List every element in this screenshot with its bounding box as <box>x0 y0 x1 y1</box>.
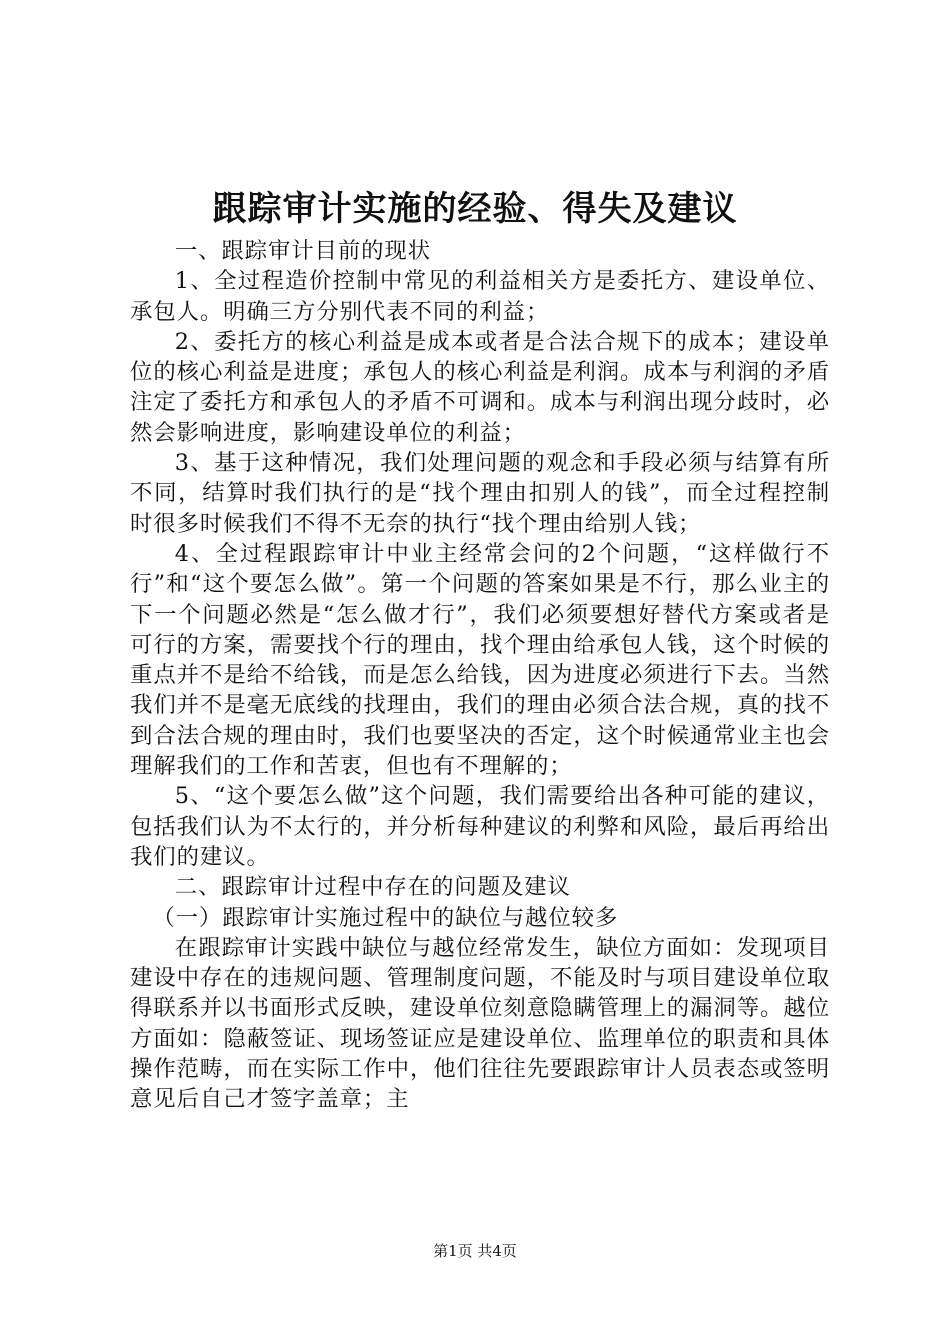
document-body <box>130 236 830 1115</box>
paragraph-item-2: 2、委托方的核心利益是成本或者是合法合规下的成本；建设单位的核心利益是进度；承包人的核心利益是利润。成本与利润的矛盾注定了委托方和承包人的矛盾不可调和。成本与利润出现分歧时，必然会影响进度，影响建设单位的利益； <box>130 328 830 446</box>
document-title: 跟踪审计实施的经验、得失及建议 <box>212 189 738 229</box>
subsection-heading-1: （一）跟踪审计实施过程中的缺位与越位较多 <box>152 904 619 931</box>
section-heading-2: 二、跟踪审计过程中存在的问题及建议 <box>174 874 571 901</box>
paragraph-item-1: 1、全过程造价控制中常见的利益相关方是委托方、建设单位、承包人。明确三方分别代表不同的利益； <box>130 268 830 325</box>
paragraph-item-5: 5、“这个要怎么做”这个问题，我们需要给出各种可能的建议，包括我们认为不太行的，并分析每种建议的利弊和风险，最后再给出我们的建议。 <box>130 783 830 870</box>
page-footer: 第1页 共4页 <box>433 1242 517 1260</box>
paragraph-body: 在跟踪审计实践中缺位与越位经常发生，缺位方面如：发现项目建设中存在的违规问题、管理制度问题，不能及时与项目建设单位取得联系并以书面形式反映，建设单位刻意隐瞒管理上的漏洞等。越位方面如：隐蔽签证、现场签证应是建设单位、监理单位的职责和具体操作范畴，而在实际工作中，他们往往先要跟踪审计人员表态或签明意见后自己才签字盖章；主 <box>130 934 830 1113</box>
section-heading-1: 一、跟踪审计目前的现状 <box>174 238 431 264</box>
paragraph-item-3: 3、基于这种情况，我们处理问题的观念和手段必须与结算有所不同，结算时我们执行的是“找个理由扣别人的钱”，而全过程控制时很多时候我们不得不无奈的执行“找个理由给别人钱； <box>130 450 830 537</box>
paragraph-item-4: 4、全过程跟踪审计中业主经常会问的2个问题，“这样做行不行”和“这个要怎么做”。第一个问题的答案如果是不行，那么业主的下一个问题必然是“怎么做才行”，我们必须要想好替代方案或者是可行的方案，需要找个行的理由，找个理由给承包人钱，这个时候的重点并不是给不给钱，而是怎么给钱，因为进度必须进行下去。当然我们并不是毫无底线的找理由，我们的理由必须合法合规，真的找不到合法合规的理由时，我们也要坚决的否定，这个时候通常业主也会理解我们的工作和苦衷，但也有不理解的； <box>130 540 830 780</box>
